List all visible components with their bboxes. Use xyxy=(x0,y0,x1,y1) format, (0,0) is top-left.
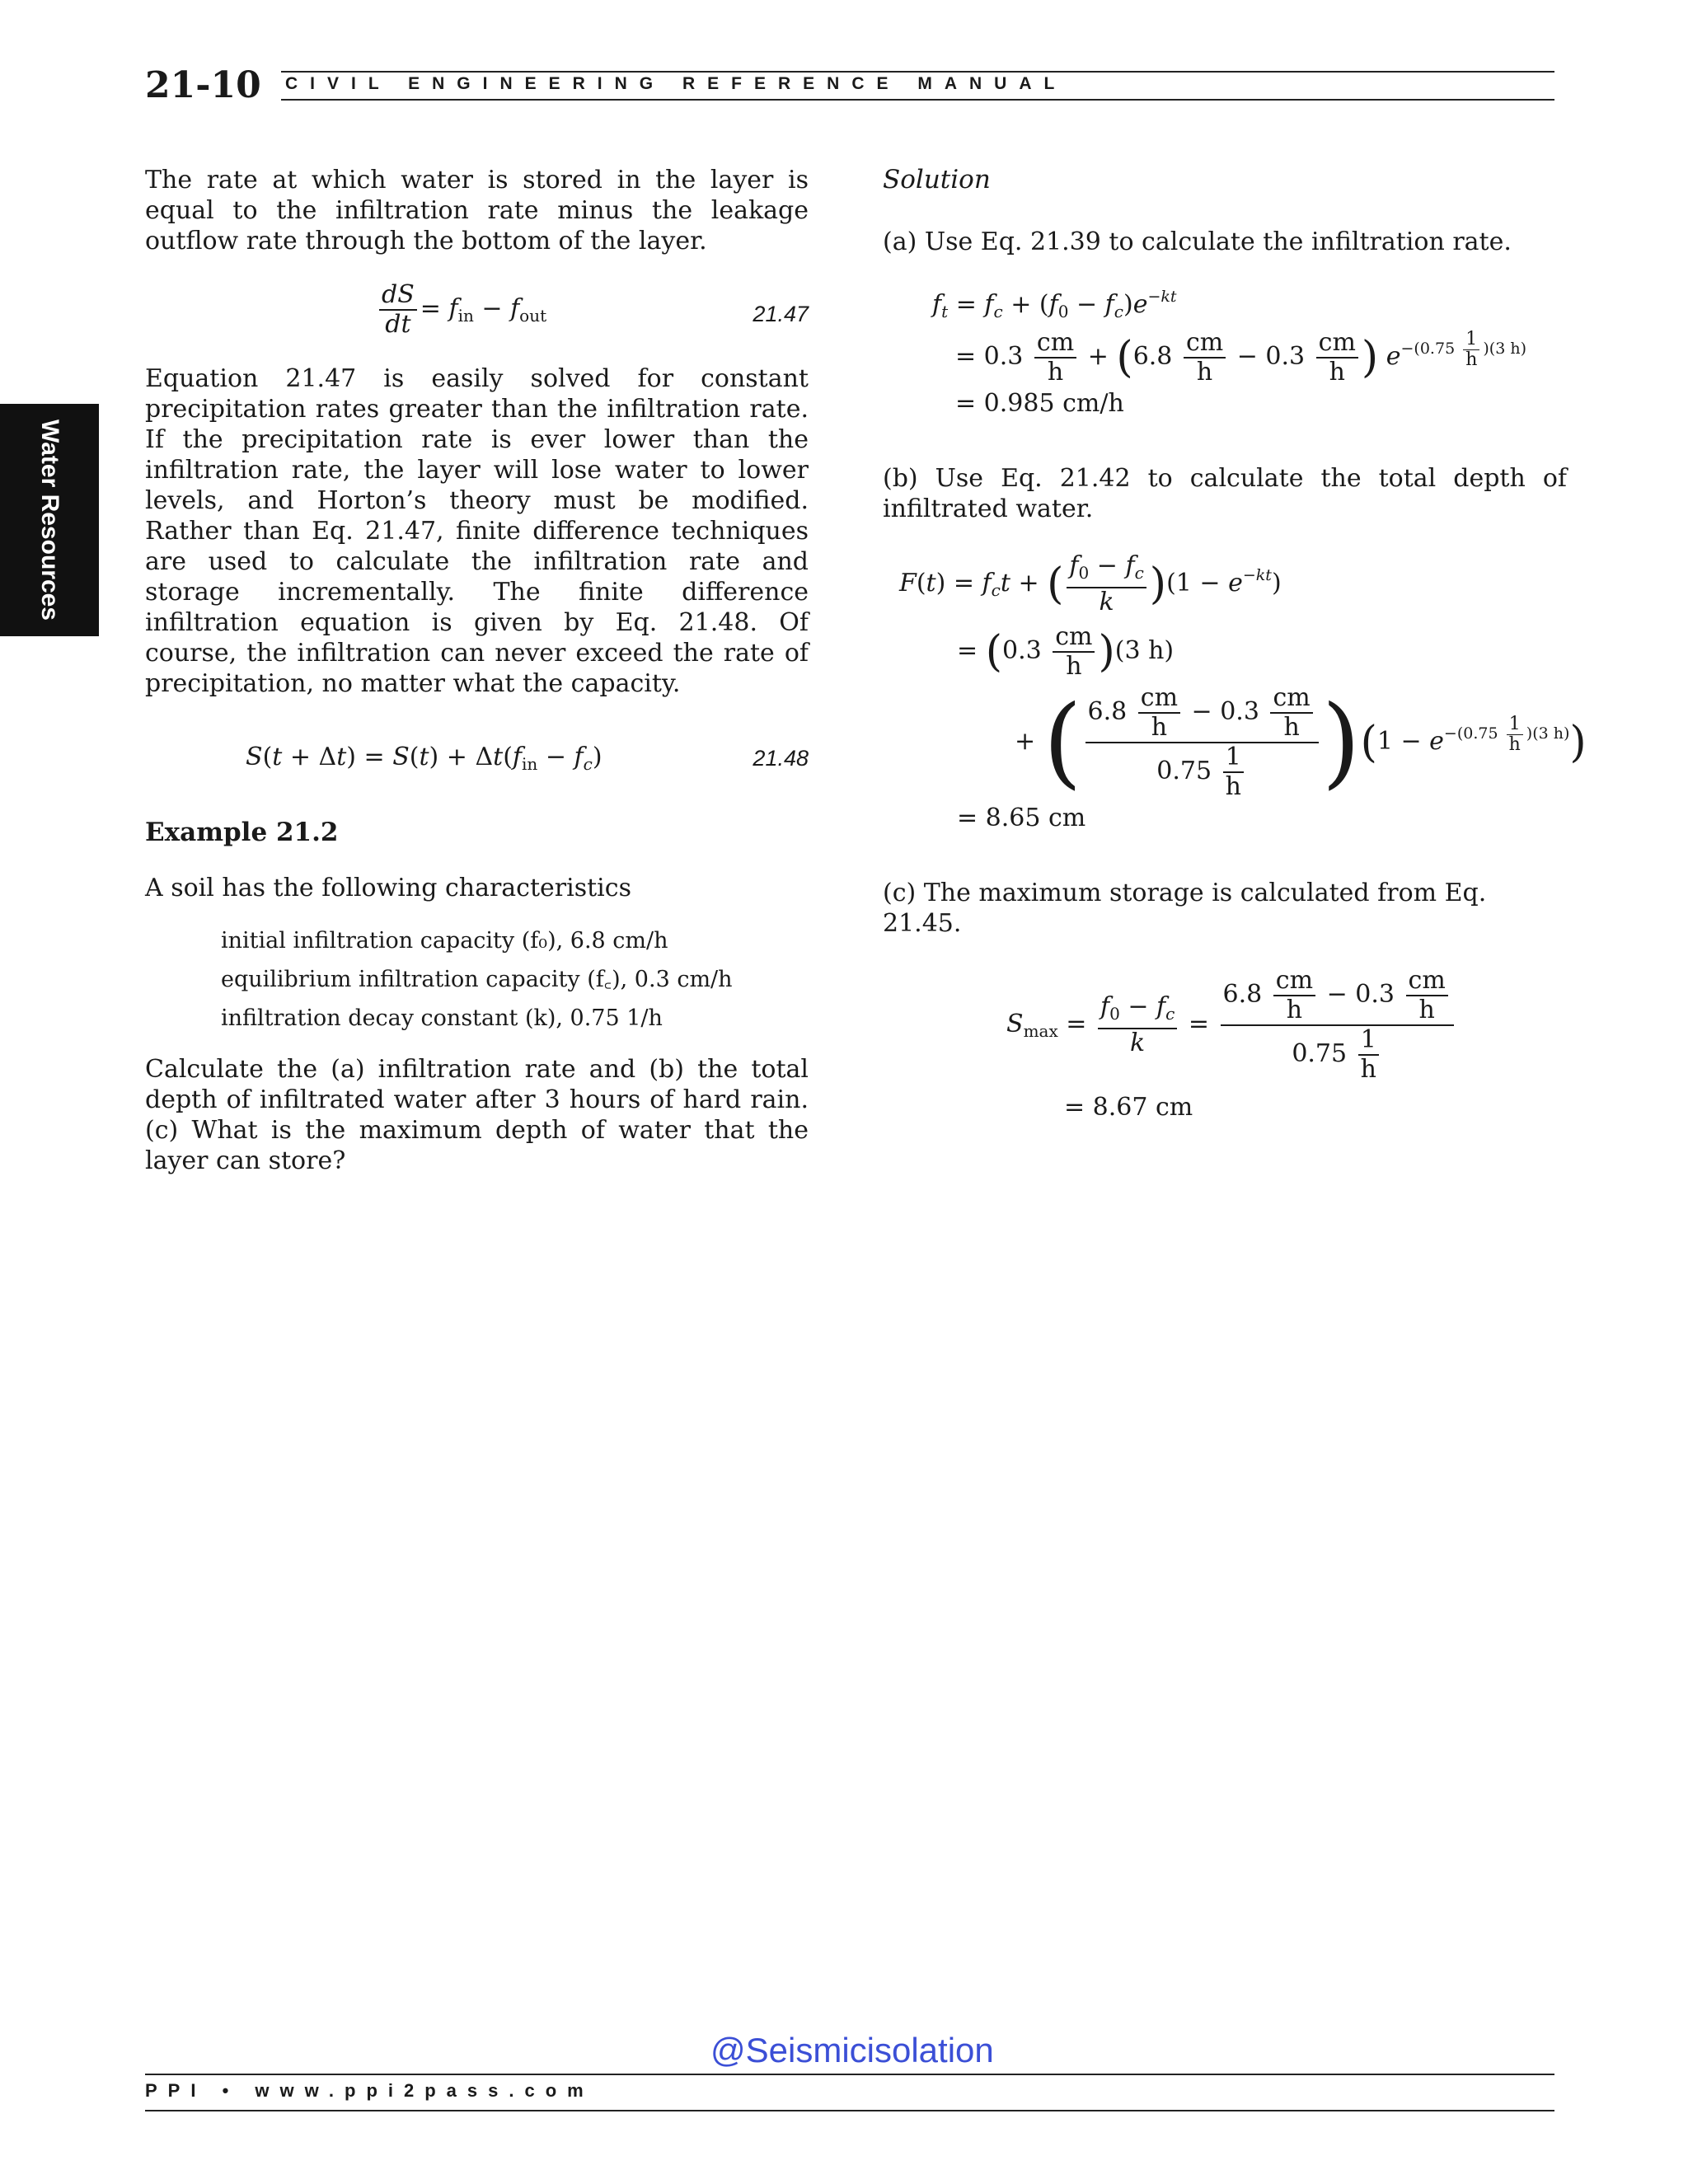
footer-rule-bottom xyxy=(145,2110,1554,2111)
equation-part-a: $f_t = f_c + (f_0 - f_c)e^{-kt}$ = 0.3 $\frac{cm}{h}$ + (6.8 $\frac{cm}{h}$ − 0.3 $\frac{cm}{h}$ ) $e^{-(0.75 \frac{1}{h} )(3 h)}$ = 0.985 cm/h xyxy=(932,282,1567,419)
equation-number: 21.47 xyxy=(753,302,809,326)
intro-paragraph: The rate at which water is stored in the layer is equal to the infiltration rate minus the leakage outflow rate through the bottom of the layer. xyxy=(145,166,809,255)
footer-rule-top xyxy=(145,2074,1554,2075)
equation-21-48: $S(t + \Delta t) = S(t) + \Delta t(f_{in} - f_c)$ 21.48 xyxy=(246,743,809,774)
right-column xyxy=(883,165,1587,1122)
characteristics-list xyxy=(221,921,809,1038)
watermark: @Seismicisolation xyxy=(710,2031,994,2069)
list-item: initial infiltration capacity (f₀), 6.8 cm/h xyxy=(221,928,668,954)
result-c: = 8.67 cm xyxy=(1064,1093,1193,1122)
section-side-tab xyxy=(0,404,99,636)
running-title: CIVIL ENGINEERING REFERENCE MANUAL xyxy=(285,74,1067,93)
left-column xyxy=(145,165,809,1176)
result-b: = 8.65 cm xyxy=(957,804,1086,832)
part-a-text: (a) Use Eq. 21.39 to calculate the infiltration rate. xyxy=(883,227,1512,256)
equation-number: 21.48 xyxy=(753,746,809,771)
side-tab-label: Water Resources xyxy=(36,419,63,621)
part-c-text: (c) The maximum storage is calculated from Eq. 21.45. xyxy=(883,879,1487,938)
equation-part-c: $S_{max}$ = $\frac{f_0 - f_c}{k}$ = 6.8 $\frac{cm}{h}$ − 0.3 $\frac{cm}{h}$ 0.75 $\frac{1}{h}$ = 8.67 cm xyxy=(1006,967,1567,1122)
page-number: 21-10 xyxy=(145,64,261,106)
list-item: infiltration decay constant (k), 0.75 1/h xyxy=(221,1005,663,1031)
example-question: Calculate the (a) infiltration rate and (b) the total depth of infiltrated water after 3 hours of hard rain. (c) What is the maximum depth of water that the layer can store? xyxy=(145,1055,809,1175)
solution-label: Solution xyxy=(883,165,991,194)
header-rule-top xyxy=(281,71,1554,73)
example-intro: A soil has the following characteristics xyxy=(145,874,631,902)
publisher-text: PPI • www.ppi2pass.com xyxy=(145,2080,594,2101)
list-item: equilibrium infiltration capacity (f꜀), 0.3 cm/h xyxy=(221,967,733,992)
page-header xyxy=(145,66,1554,105)
result-a: = 0.985 cm/h xyxy=(955,389,1124,418)
example-title: Example 21.2 xyxy=(145,818,339,847)
equation-part-b: $F(t) = f_ct$ + ( $\frac{f_0 - f_c}{k}$ )$(1 - e^{-kt})$ = (0.3 $\frac{cm}{h}$ )(3 h) + ( 6.8 $\frac{cm}{h}$ − 0.3 $\frac{cm}{h}$ 0.75 $\frac{1}{h}$ )$(1 - e^{-(0.75 \frac{1}{h} )(3 h)})$ = 8.65 cm xyxy=(899,551,1587,832)
equation-21-47: $\frac{dS}{dt}$ = $f_{in} - f_{out}$ 21.47 xyxy=(145,281,809,347)
part-b-text: (b) Use Eq. 21.42 to calculate the total depth of infiltrated water. xyxy=(883,464,1567,523)
header-rule-bottom xyxy=(281,99,1554,101)
finite-difference-paragraph: Equation 21.47 is easily solved for constant precipitation rates greater than the infiltration rate. If the precipitation rate is ever lower than the infiltration rate, the layer will lose water to lower levels, and Horton’s theory must be modified. Rather than Eq. 21.47, finite difference techniques are used to calculate the infiltration rate and storage incrementally. The finite difference infiltration equation is given by Eq. 21.48. Of course, the infiltration can never exceed the rate of precipitation, no matter what the capacity. xyxy=(145,364,809,698)
